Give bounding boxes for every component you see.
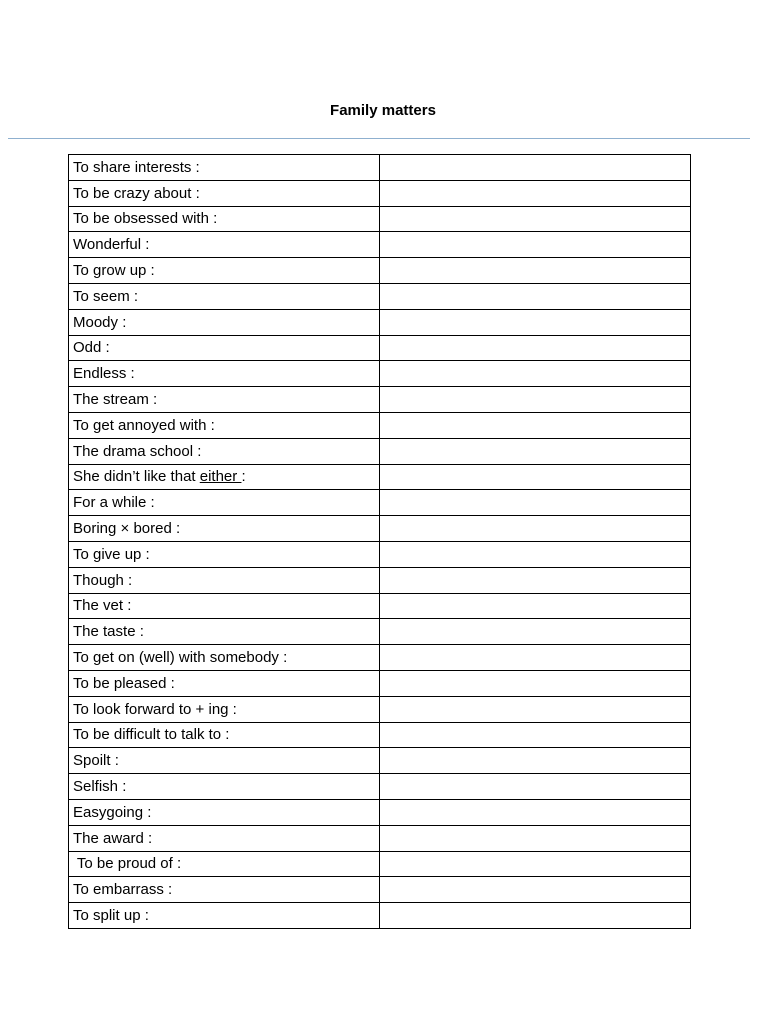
vocabulary-term-text: Odd : [73, 339, 110, 357]
vocabulary-term-text: To be obsessed with : [73, 210, 218, 228]
vocabulary-row [69, 645, 691, 671]
vocabulary-term-text: Easygoing : [73, 803, 152, 821]
vocabulary-answer-cell[interactable] [380, 722, 691, 748]
vocabulary-term-text: For a while : [73, 494, 155, 512]
vocabulary-term-cell [69, 516, 380, 542]
vocabulary-term-text: Endless : [73, 365, 135, 383]
vocabulary-row [69, 567, 691, 593]
vocabulary-row [69, 412, 691, 438]
vocabulary-term-text: To be difficult to talk to : [73, 726, 230, 744]
vocabulary-answer-cell[interactable] [380, 670, 691, 696]
vocabulary-term-text: To grow up : [73, 262, 155, 280]
vocabulary-term-text: To get annoyed with : [73, 416, 215, 434]
vocabulary-term-cell [69, 258, 380, 284]
vocabulary-answer-cell[interactable] [380, 232, 691, 258]
vocabulary-row [69, 464, 691, 490]
vocabulary-term-cell [69, 774, 380, 800]
vocabulary-answer-cell[interactable] [380, 206, 691, 232]
vocabulary-term-cell [69, 206, 380, 232]
vocabulary-row [69, 903, 691, 929]
vocabulary-answer-cell[interactable] [380, 361, 691, 387]
vocabulary-row [69, 438, 691, 464]
vocabulary-term-cell [69, 619, 380, 645]
vocabulary-term-text: To look forward to + ing : [73, 700, 237, 718]
vocabulary-row [69, 799, 691, 825]
vocabulary-term-cell [69, 748, 380, 774]
vocabulary-term-text: To get on (well) with somebody : [73, 649, 288, 667]
header-divider [8, 138, 750, 139]
vocabulary-answer-cell[interactable] [380, 335, 691, 361]
vocabulary-answer-cell[interactable] [380, 412, 691, 438]
vocabulary-answer-cell[interactable] [380, 490, 691, 516]
vocabulary-row [69, 206, 691, 232]
vocabulary-row [69, 258, 691, 284]
vocabulary-term-text: The drama school : [73, 442, 202, 460]
vocabulary-row [69, 774, 691, 800]
vocabulary-answer-cell[interactable] [380, 516, 691, 542]
vocabulary-term-text: To be crazy about : [73, 184, 200, 202]
vocabulary-answer-cell[interactable] [380, 283, 691, 309]
vocabulary-answer-cell[interactable] [380, 877, 691, 903]
vocabulary-term-cell [69, 232, 380, 258]
vocabulary-row [69, 283, 691, 309]
page-title: Family matters [330, 102, 436, 119]
vocabulary-term-cell [69, 438, 380, 464]
vocabulary-row [69, 232, 691, 258]
vocabulary-term-cell [69, 851, 380, 877]
vocabulary-term-cell [69, 464, 380, 490]
vocabulary-answer-cell[interactable] [380, 645, 691, 671]
vocabulary-term-cell [69, 155, 380, 181]
vocabulary-term-text: : [241, 468, 246, 486]
vocabulary-term-text: The taste : [73, 623, 144, 641]
vocabulary-term-text: Boring × bored : [73, 520, 181, 538]
vocabulary-term-text: The vet : [73, 597, 132, 615]
vocabulary-answer-cell[interactable] [380, 593, 691, 619]
vocabulary-answer-cell[interactable] [380, 155, 691, 181]
vocabulary-table [68, 154, 691, 929]
vocabulary-row [69, 696, 691, 722]
vocabulary-row [69, 541, 691, 567]
vocabulary-answer-cell[interactable] [380, 464, 691, 490]
vocabulary-answer-cell[interactable] [380, 619, 691, 645]
vocabulary-term-cell [69, 722, 380, 748]
vocabulary-term-cell [69, 335, 380, 361]
vocabulary-answer-cell[interactable] [380, 180, 691, 206]
vocabulary-row [69, 825, 691, 851]
vocabulary-row [69, 516, 691, 542]
vocabulary-answer-cell[interactable] [380, 258, 691, 284]
vocabulary-term-cell [69, 567, 380, 593]
vocabulary-answer-cell[interactable] [380, 799, 691, 825]
vocabulary-row [69, 361, 691, 387]
vocabulary-term-cell [69, 696, 380, 722]
vocabulary-term-cell [69, 180, 380, 206]
vocabulary-term-text: To split up : [73, 907, 149, 924]
vocabulary-term-cell [69, 877, 380, 903]
vocabulary-term-cell [69, 645, 380, 671]
vocabulary-row [69, 593, 691, 619]
vocabulary-term-text: To give up : [73, 545, 150, 563]
vocabulary-row [69, 180, 691, 206]
vocabulary-row [69, 155, 691, 181]
vocabulary-term-cell [69, 825, 380, 851]
vocabulary-row [69, 335, 691, 361]
vocabulary-row [69, 877, 691, 903]
vocabulary-row [69, 851, 691, 877]
vocabulary-row [69, 748, 691, 774]
vocabulary-term-text: The stream : [73, 391, 158, 409]
vocabulary-row [69, 722, 691, 748]
vocabulary-answer-cell[interactable] [380, 748, 691, 774]
vocabulary-row [69, 309, 691, 335]
vocabulary-term-text: The award : [73, 829, 153, 847]
vocabulary-term-text: To seem : [73, 287, 139, 305]
vocabulary-term-cell [69, 903, 380, 929]
vocabulary-term-cell [69, 412, 380, 438]
vocabulary-term-text: She didn’t like that [73, 468, 200, 486]
vocabulary-term-cell [69, 799, 380, 825]
vocabulary-answer-cell[interactable] [380, 567, 691, 593]
vocabulary-term-text: To share interests : [73, 158, 200, 176]
vocabulary-term-cell [69, 283, 380, 309]
vocabulary-row [69, 387, 691, 413]
vocabulary-answer-cell[interactable] [380, 387, 691, 413]
vocabulary-row [69, 490, 691, 516]
vocabulary-term-cell [69, 541, 380, 567]
vocabulary-answer-cell[interactable] [380, 438, 691, 464]
vocabulary-term-text: To embarrass : [73, 881, 173, 899]
vocabulary-row [69, 670, 691, 696]
vocabulary-term-text: Though : [73, 571, 133, 589]
vocabulary-answer-cell[interactable] [380, 309, 691, 335]
vocabulary-answer-cell[interactable] [380, 696, 691, 722]
vocabulary-term-cell [69, 670, 380, 696]
vocabulary-term-cell [69, 387, 380, 413]
vocabulary-table-body [69, 155, 691, 929]
vocabulary-term-underlined-text: either [199, 468, 242, 486]
vocabulary-term-cell [69, 361, 380, 387]
vocabulary-row [69, 619, 691, 645]
vocabulary-term-text: To be proud of : [73, 855, 182, 873]
vocabulary-term-text: Wonderful : [73, 236, 150, 254]
vocabulary-term-cell [69, 490, 380, 516]
vocabulary-answer-cell[interactable] [380, 825, 691, 851]
vocabulary-term-cell [69, 309, 380, 335]
vocabulary-term-cell [69, 593, 380, 619]
vocabulary-answer-cell[interactable] [380, 774, 691, 800]
vocabulary-answer-cell[interactable] [380, 541, 691, 567]
vocabulary-answer-cell[interactable] [380, 903, 691, 929]
vocabulary-term-text: Moody : [73, 313, 127, 331]
vocabulary-answer-cell[interactable] [380, 851, 691, 877]
vocabulary-term-text: Selfish : [73, 778, 127, 796]
vocabulary-term-text: To be pleased : [73, 674, 175, 692]
vocabulary-term-text: Spoilt : [73, 752, 119, 770]
